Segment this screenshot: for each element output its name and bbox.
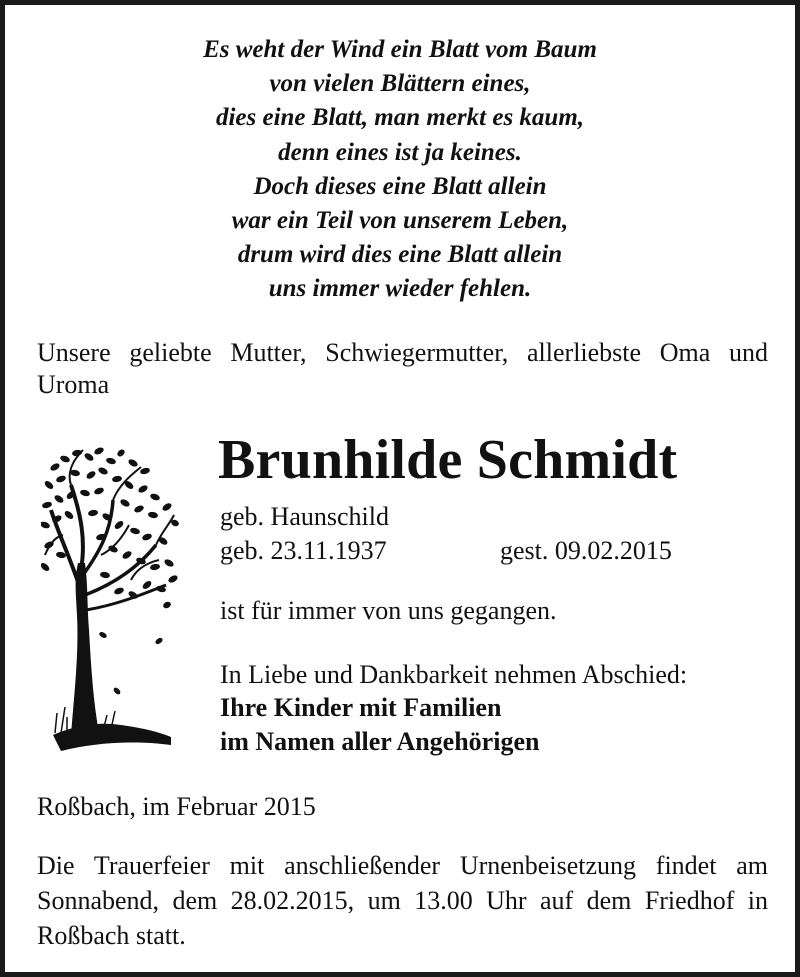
poem-line: dies eine Blatt, man merkt es kaum, (215, 104, 585, 132)
poem (25, 33, 775, 307)
tree-icon (41, 445, 181, 757)
death-date: gest. 09.02.2015 (500, 536, 672, 565)
poem-line: denn eines ist ja keines. (278, 138, 522, 166)
mourners-line: im Namen aller Angehörigen (220, 727, 540, 756)
place-date: Roßbach, im Februar 2015 (37, 792, 316, 821)
poem-line: von vielen Blättern eines, (269, 70, 531, 98)
farewell-text: In Liebe und Dankbarkeit nehmen Abschied: (220, 660, 688, 689)
poem-line: Doch dieses eine Blatt allein (253, 172, 547, 200)
funeral-info: Die Trauerfeier mit anschließender Urnenbeisetzung findet am Sonnabend, dem 28.02.2015, um 13.00 Uhr auf dem Friedhof in Roßbach statt. (37, 851, 768, 950)
poem-line: war ein Teil von unserem Leben, (231, 207, 569, 235)
poem-line: uns immer wieder fehlen. (268, 275, 532, 303)
poem-line: Es weht der Wind ein Blatt vom Baum (203, 36, 597, 63)
intro-text: Unsere geliebte Mutter, Schwiegermutter, allerliebste Oma und Uroma (37, 338, 768, 399)
maiden-name: geb. Haunschild (220, 502, 389, 531)
mourners-line: Ihre Kinder mit Familien (220, 693, 502, 722)
birth-date: geb. 23.11.1937 (220, 536, 387, 565)
poem-line: drum wird dies eine Blatt allein (237, 241, 563, 269)
passed-text: ist für immer von uns gegangen. (220, 596, 557, 625)
deceased-name: Brunhilde Schmidt (218, 429, 678, 491)
